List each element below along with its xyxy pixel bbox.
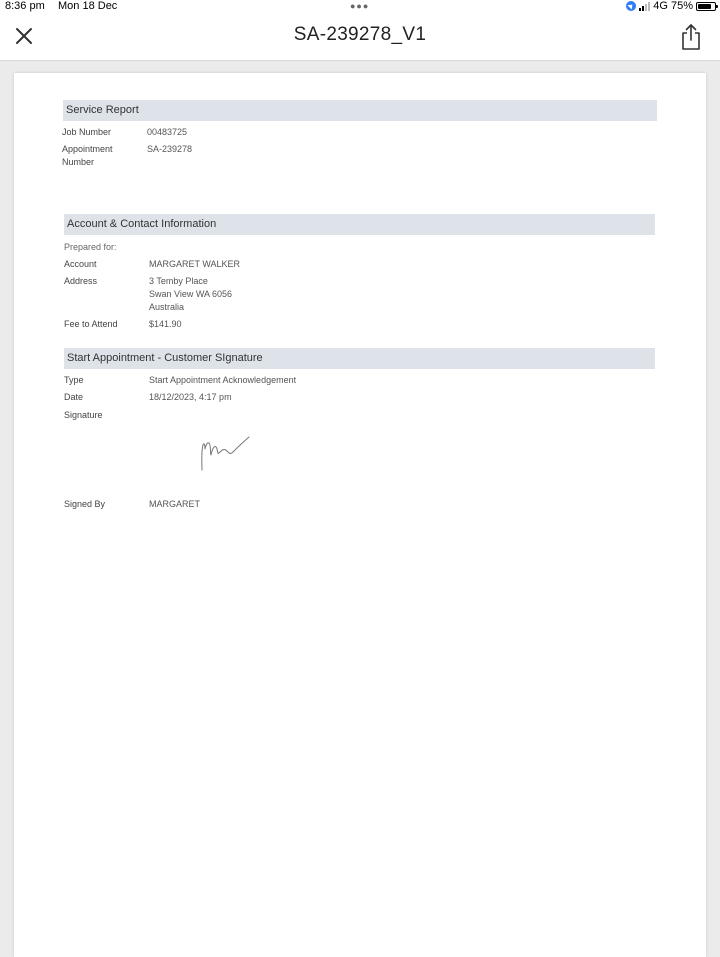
prepared-for-label: Prepared for: <box>64 242 117 252</box>
multitasking-dots-icon[interactable]: ●●● <box>350 1 370 11</box>
address-value <box>149 275 232 314</box>
battery-icon <box>696 2 716 11</box>
status-time: 8:36 pm <box>5 0 45 12</box>
battery-percent: 75% <box>670 0 693 12</box>
section-header-start-appointment: Start Appointment - Customer SIgnature <box>64 348 655 369</box>
type-label: Type <box>64 375 84 385</box>
signed-by-value: MARGARET <box>149 499 201 509</box>
signal-icon <box>639 2 650 11</box>
appointment-number-label <box>62 143 113 169</box>
location-icon <box>626 1 636 11</box>
date-value: 18/12/2023, 4:17 pm <box>149 392 232 402</box>
share-icon <box>678 23 704 51</box>
signed-by-label: Signed By <box>64 499 106 509</box>
date-label: Date <box>64 392 84 402</box>
address-label: Address <box>64 276 98 286</box>
fee-label: Fee to Attend <box>64 319 118 329</box>
share-button[interactable] <box>678 23 704 51</box>
appointment-label-line2: Number <box>62 157 95 167</box>
type-value: Start Appointment Acknowledgement <box>149 375 297 385</box>
address-line-3: Australia <box>149 302 185 312</box>
fee-value: $141.90 <box>149 319 182 329</box>
section-header-account-contact: Account & Contact Information <box>64 214 655 235</box>
signature-label: Signature <box>64 410 103 420</box>
status-bar <box>0 0 720 12</box>
nav-bar <box>0 12 720 61</box>
account-value: MARGARET WALKER <box>149 259 241 269</box>
document-title: SA-239278_V1 <box>293 24 427 45</box>
document-page[interactable] <box>14 73 706 957</box>
appointment-number-value: SA-239278 <box>147 144 193 154</box>
customer-signature-image <box>197 433 257 473</box>
network-type: 4G <box>653 0 668 12</box>
address-line-2: Swan View WA 6056 <box>149 289 233 299</box>
status-date: Mon 18 Dec <box>58 0 118 12</box>
address-line-1: 3 Temby Place <box>149 276 208 286</box>
section-header-service-report: Service Report <box>63 100 657 121</box>
job-number-value: 00483725 <box>147 127 188 137</box>
account-label: Account <box>64 259 97 269</box>
job-number-label: Job Number <box>62 127 112 137</box>
appointment-label-line1: Appointment <box>62 144 113 154</box>
status-indicators <box>626 0 716 12</box>
